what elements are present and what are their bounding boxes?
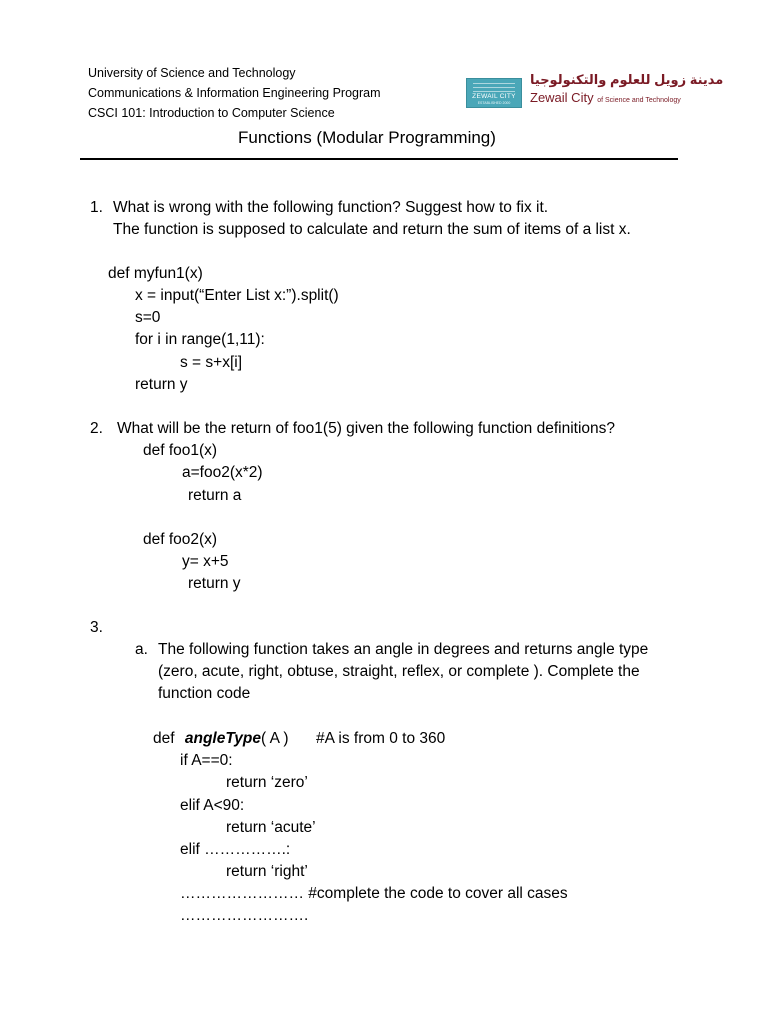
q1-line2: The function is supposed to calculate and return the sum of items of a list x. [113,221,631,238]
q1-code-line: def myfun1(x) [108,265,203,282]
def-keyword: def [153,730,175,747]
q3-code-line: elif …………….: [180,841,291,858]
course-name: CSCI 101: Introduction to Computer Science [88,106,335,120]
q3a-line: The following function takes an angle in degrees and returns angle type [158,641,649,658]
q2-text: What will be the return of foo1(5) given the following function definitions? [117,420,616,437]
q3a-label: a. [135,641,148,658]
q3a-line: function code [158,685,251,702]
zewail-city-logo-badge [466,78,522,108]
q3-code-line: return ‘right’ [226,863,308,880]
q3-code-line: if A==0: [180,752,233,769]
logo-english-name [530,90,681,105]
q1-code-line: for i in range(1,11): [135,331,265,348]
q2-number: 2. [90,420,103,437]
logo-badge-subtext: ESTABLISHED 2000 [477,101,511,105]
logo-badge-text: ZEWAIL CITY [472,93,516,100]
q3-code-line: return ‘zero’ [226,774,308,791]
q2-code-line: return y [188,575,241,592]
q1-line1: What is wrong with the following function? Suggest how to fix it. [113,199,549,216]
q1-code-line: x = input(“Enter List x:”).split() [135,287,339,304]
logo-name-main: Zewail City [530,90,594,105]
q3-def-comment: #A is from 0 to 360 [316,730,446,747]
q1-code-line: return y [135,376,188,393]
q1-code-line: s=0 [135,309,161,326]
page-title: Functions (Modular Programming) [238,128,496,147]
q1-code-line: s = s+x[i] [180,354,243,371]
q3-code-line: …………………… #complete the code to cover all cases [180,885,568,902]
program-name: Communications & Information Engineering Program [88,86,381,100]
function-name: angleType [184,730,261,747]
q3a-line: (zero, acute, right, obtuse, straight, reflex, or complete ). Complete the [158,663,640,680]
university-name: University of Science and Technology [88,66,296,80]
q2-code-line: return a [188,487,242,504]
q3-code-line: return ‘acute’ [226,819,316,836]
header-divider [80,158,678,160]
q2-code-line: y= x+5 [182,553,229,570]
logo-arabic-name: مدينة زويل للعلوم والتكنولوجيا [530,72,724,87]
function-params: ( A ) [260,730,289,747]
q2-code-line: def foo2(x) [143,531,218,548]
q3-number: 3. [90,619,103,636]
q3-code-line: ……………………. [180,907,309,924]
logo-name-sub: of Science and Technology [597,97,681,104]
q2-code-line: a=foo2(x*2) [182,464,263,481]
q3-code-line: elif A<90: [180,797,245,814]
q2-code-line: def foo1(x) [143,442,218,459]
q3-def-line [153,729,289,749]
q1-number: 1. [90,199,103,216]
